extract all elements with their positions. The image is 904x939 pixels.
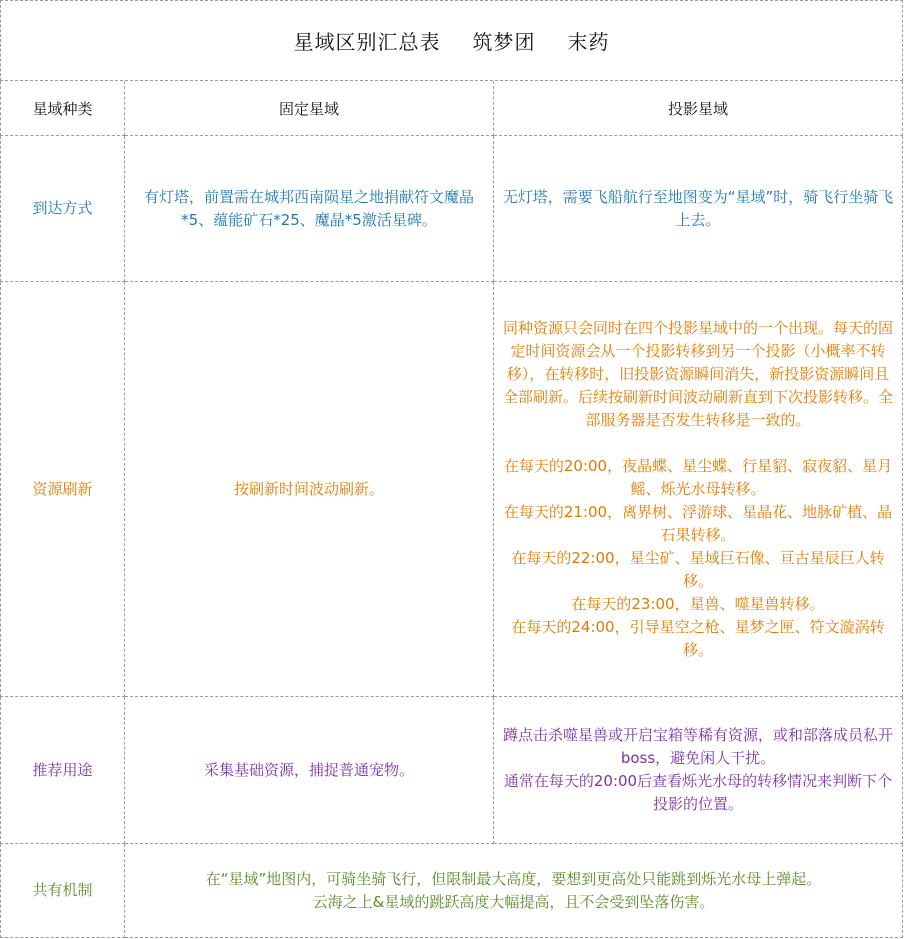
arrival-fixed-text: 有灯塔，前置需在城邦西南陨星之地捐献符文魔晶*5、蕴能矿石*25、魔晶*5激活星碑。 bbox=[143, 187, 474, 229]
refresh-fixed-text: 按刷新时间波动刷新。 bbox=[233, 479, 384, 498]
header-projection: 投影星域 bbox=[494, 81, 903, 136]
row-label-arrival: 到达方式 bbox=[0, 136, 125, 282]
title-team: 筑梦团 bbox=[472, 30, 536, 54]
refresh-intro: 同种资源只会同时在四个投影星域中的一个出现。每天的固定时间资源会从一个投影转移到另一个投影（小概率不转移），在转移时，旧投影资源瞬间消失，新投影资源瞬间且全部刷新。后续按刷新时间波动刷新直到下次投影转移。全部服务器是否发生转移是一致的。 bbox=[502, 318, 893, 429]
usage-projection-line-1: 蹲点击杀噬星兽或开启宝箱等稀有资源，或和部落成员私开boss，避免闲人干扰。 bbox=[502, 726, 893, 767]
usage-fixed bbox=[125, 697, 494, 844]
title-main: 星域区别汇总表 bbox=[293, 30, 441, 54]
table-title bbox=[0, 0, 903, 81]
shared-mechanics bbox=[125, 844, 903, 938]
row-label-shared: 共有机制 bbox=[0, 844, 125, 938]
header-type: 星域种类 bbox=[0, 81, 125, 136]
arrival-fixed bbox=[125, 136, 494, 282]
row-label-refresh: 资源刷新 bbox=[0, 282, 125, 697]
title-author: 末药 bbox=[567, 30, 610, 54]
refresh-schedule-20: 在每天的20:00，夜晶蝶、星尘蝶、行星貂、寂夜貂、星月鳐、烁光水母转移。 bbox=[503, 456, 893, 498]
refresh-schedule-22: 在每天的22:00，星尘矿、星域巨石像、亘古星辰巨人转移。 bbox=[511, 548, 885, 590]
arrival-projection-text: 无灯塔，需要飞船航行至地图变为“星域”时，骑飞行坐骑飞上去。 bbox=[502, 187, 894, 229]
refresh-schedule-24: 在每天的24:00，引导星空之枪、星梦之匣、符文漩涡转移。 bbox=[511, 617, 885, 659]
usage-projection bbox=[494, 697, 903, 844]
arrival-projection bbox=[494, 136, 903, 282]
refresh-schedule-23: 在每天的23:00，星兽、噬星兽转移。 bbox=[571, 594, 825, 613]
usage-fixed-text: 采集基础资源，捕捉普通宠物。 bbox=[203, 760, 414, 779]
usage-projection-line-2: 通常在每天的20:00后查看烁光水母的转移情况来判断下个投影的位置。 bbox=[503, 772, 893, 813]
row-label-usage: 推荐用途 bbox=[0, 697, 125, 844]
header-fixed: 固定星域 bbox=[125, 81, 494, 136]
shared-line-2: 云海之上&星域的跳跃高度大幅提高，且不会受到坠落伤害。 bbox=[312, 892, 715, 911]
shared-line-1: 在“星域”地图内，可骑坐骑飞行，但限制最大高度，要想到更高处只能跳到烁光水母上弹起。 bbox=[205, 869, 822, 888]
refresh-fixed bbox=[125, 282, 494, 697]
refresh-schedule-21: 在每天的21:00，离界树、浮游球、星晶花、地脉矿植、晶石果转移。 bbox=[503, 502, 893, 544]
refresh-projection bbox=[494, 282, 903, 697]
